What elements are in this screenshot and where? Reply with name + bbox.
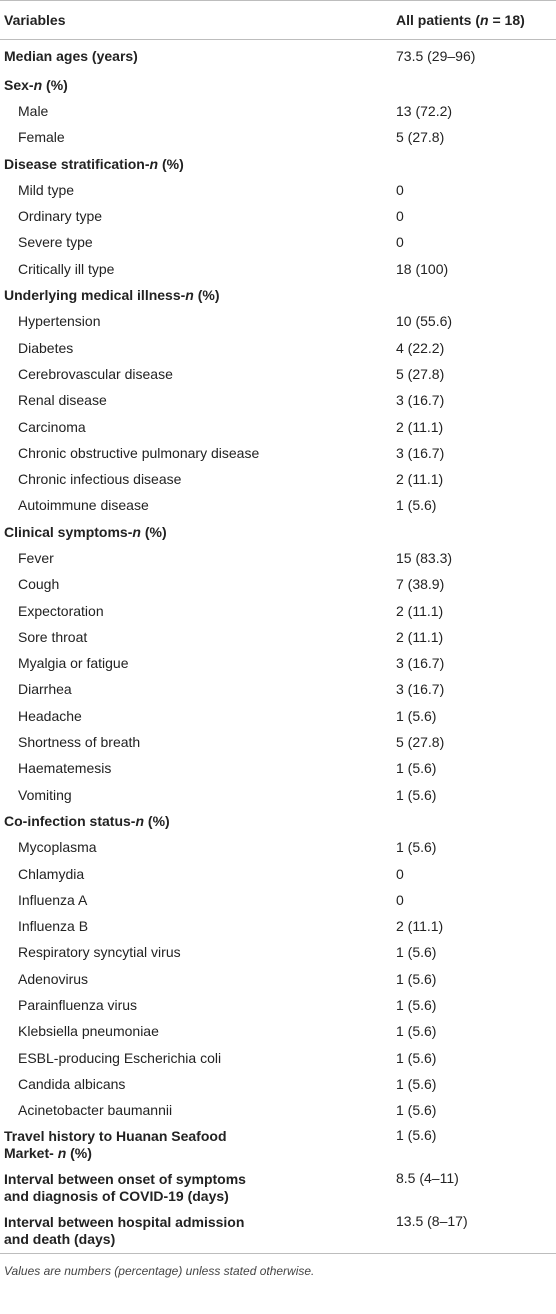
row-value: 3 (16.7) [396,681,445,698]
row-value [386,72,556,98]
row-value: 13 (72.2) [396,102,453,119]
row-value: 1 (5.6) [396,1075,437,1092]
row-label: Cerebrovascular disease [18,365,173,382]
table-row [0,966,556,992]
row-label: Mycoplasma [18,839,97,856]
table-row [0,992,556,1018]
table-row [0,572,556,598]
header-variables: Variables [0,1,386,40]
row-label: Sore throat [18,628,88,645]
row-value: 1 (5.6) [396,970,437,987]
row-label: Diabetes [18,339,74,356]
row-value: 3 (16.7) [396,392,445,409]
row-label: ESBL-producing Escherichia coli [18,1049,222,1066]
row-value: 73.5 (29–96) [396,47,476,64]
row-label: Candida albicans [18,1075,126,1092]
table-row [0,677,556,703]
row-value: 1 (5.6) [396,1023,437,1040]
row-value: 5 (27.8) [396,365,445,382]
row-label: Klebsiella pneumoniae [18,1023,159,1040]
row-label: Female [18,129,65,146]
row-value: 15 (83.3) [396,549,453,566]
row-value: 8.5 (4–11) [396,1169,459,1186]
row-label: Renal disease [18,392,107,409]
table-row [0,1019,556,1045]
table-row [0,493,556,519]
table-row [0,125,556,151]
header-all-patients: All patients (n = 18) [386,1,556,40]
row-value: 5 (27.8) [396,129,445,146]
table-row [0,782,556,808]
table-row [0,309,556,335]
row-label: Carcinoma [18,418,86,435]
table-row [0,98,556,124]
table-row [0,414,556,440]
row-label: Travel history to Huanan Seafood Market- n (%) [4,1128,227,1162]
table-row [0,624,556,650]
row-label: Interval between hospital admission and death (days) [0,1210,386,1254]
row-value: 4 (22.2) [396,339,445,356]
table-row [0,230,556,256]
table-row [0,466,556,492]
row-label: Headache [18,707,82,724]
row-value: 2 (11.1) [396,602,444,619]
table-header-row [0,1,556,40]
table-row [0,1124,556,1167]
row-value: 2 (11.1) [396,471,444,488]
row-value: 1 (5.6) [396,944,437,961]
row-label: Vomiting [18,786,72,803]
table-row [0,1045,556,1071]
row-value: 1 (5.6) [396,497,437,514]
section-row [0,282,556,308]
row-value [386,519,556,545]
table-row [0,598,556,624]
section-row [0,72,556,98]
row-label: Critically ill type [18,260,115,277]
row-label: Influenza B [18,918,89,935]
row-value: 1 (5.6) [396,786,437,803]
section-label: Sex-n (%) [4,76,68,93]
row-value: 0 [396,181,404,198]
row-label: Diarrhea [18,681,72,698]
row-value: 18 (100) [396,260,449,277]
row-value: 13.5 (8–17) [386,1210,556,1254]
row-value: 2 (11.1) [396,418,444,435]
row-value [386,808,556,834]
row-value: 1 (5.6) [396,707,437,724]
table-row [0,1167,556,1210]
table-row [0,203,556,229]
row-label: Adenovirus [18,970,89,987]
table-row [0,914,556,940]
row-label: Chlamydia [18,865,85,882]
row-label: Autoimmune disease [18,497,149,514]
row-label: Fever [18,549,54,566]
row-label: Respiratory syncytial virus [18,944,181,961]
row-value: 0 [396,865,404,882]
row-label: Ordinary type [18,208,103,225]
row-value: 1 (5.6) [396,1049,437,1066]
row-value: 1 (5.6) [396,1126,437,1143]
row-label: Chronic infectious disease [18,471,182,488]
table-row [0,388,556,414]
row-label: Chronic obstructive pulmonary disease [18,444,260,461]
row-label: Median ages (years) [4,47,138,64]
section-label: Co-infection status-n (%) [4,812,170,829]
table-row [0,335,556,361]
row-value: 7 (38.9) [396,576,445,593]
table-row [0,40,556,73]
row-value: 3 (16.7) [396,444,445,461]
table-row [0,729,556,755]
table-row [0,440,556,466]
row-value: 10 (55.6) [396,313,453,330]
row-value: 1 (5.6) [396,1102,437,1119]
row-label: Expectoration [18,602,104,619]
row-value: 3 (16.7) [396,655,445,672]
section-row [0,151,556,177]
row-label: Severe type [18,234,93,251]
row-value: 1 (5.6) [396,997,437,1014]
row-value: 0 [396,234,404,251]
row-value: 0 [396,208,404,225]
row-value: 0 [396,891,404,908]
row-label: Mild type [18,181,75,198]
table-row [0,887,556,913]
row-value: 2 (11.1) [396,628,444,645]
row-label: Shortness of breath [18,734,141,751]
row-label: Parainfluenza virus [18,997,138,1014]
table-row [0,861,556,887]
row-label: Hypertension [18,313,101,330]
table-row [0,1210,556,1254]
row-value: 5 (27.8) [396,734,445,751]
table-row [0,1098,556,1124]
row-label: Myalgia or fatigue [18,655,129,672]
row-label: Acinetobacter baumannii [18,1102,173,1119]
row-value: 2 (11.1) [396,918,444,935]
table-row [0,835,556,861]
table-row [0,1071,556,1097]
table-row [0,361,556,387]
section-label: Underlying medical illness-n (%) [4,287,220,304]
row-value [386,282,556,308]
table-row [0,651,556,677]
row-label: Male [18,102,49,119]
row-value: 1 (5.6) [396,839,437,856]
row-value [386,151,556,177]
table-row [0,756,556,782]
table-row [0,703,556,729]
table-row [0,177,556,203]
table-row [0,940,556,966]
row-label: Haematemesis [18,760,112,777]
table-row [0,545,556,571]
section-label: Disease stratification-n (%) [4,155,184,172]
row-value: 1 (5.6) [396,760,437,777]
table-row [0,256,556,282]
section-label: Clinical symptoms-n (%) [4,523,167,540]
row-label: Influenza A [18,891,88,908]
table-footnote: Values are numbers (percentage) unless stated otherwise. [4,1263,315,1278]
section-row [0,519,556,545]
row-label: Interval between onset of symptoms and diagnosis of COVID-19 (days) [4,1171,246,1205]
section-row [0,808,556,834]
row-label: Cough [18,576,60,593]
